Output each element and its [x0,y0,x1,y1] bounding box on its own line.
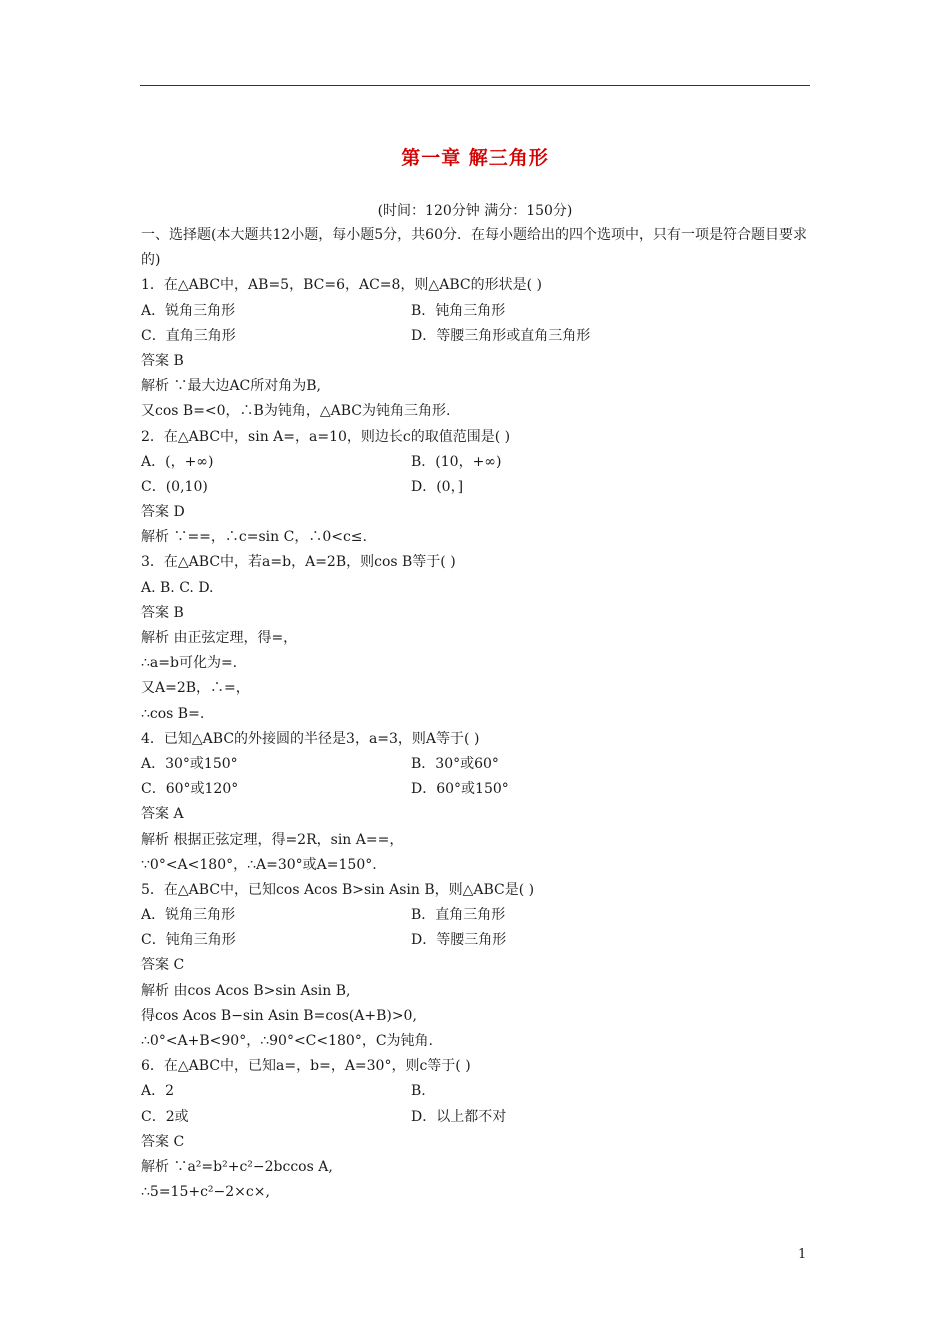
explanation: 解析 ∵a²=b²+c²−2bccos A, [141,1158,333,1175]
explanation: 解析 ∵==，∴c=sin C，∴0<c≤. [141,529,367,546]
explanation: ∴a=b可化为=. [141,655,238,672]
option-d: D．(0，] [411,478,464,495]
answer: 答案 B [141,352,184,369]
option-b: B. [411,1083,426,1100]
options-row [141,928,813,953]
page-title: 第一章 解三角形 [401,147,549,169]
explanation: 解析 由cos Acos B>sin Asin B, [141,982,351,999]
question-6: 6．在△ABC中，已知a=，b=，A=30°，则c等于( ) [141,1058,471,1075]
section-heading: 一、选择题(本大题共12小题，每小题5分，共60分．在每小题给出的四个选项中，只有一项是符合题目要求的) [141,227,807,269]
option-b: B．直角三角形 [411,907,506,924]
explanation: 又cos B=<0，∴B为钝角，△ABC为钝角三角形. [141,403,451,420]
option-c: C．2或 [141,1108,189,1125]
option-d: D．等腰三角形 [411,932,507,949]
header-rule [140,85,810,86]
answer: 答案 A [141,806,184,823]
question-3: 3．在△ABC中，若a=b，A=2B，则cos B等于( ) [141,554,456,571]
explanation: ∴5=15+c²−2×c×, [141,1184,270,1201]
option-b: B．30°或60° [411,755,499,772]
explanation: ∴0°<A+B<90°，∴90°<C<180°，C为钝角. [141,1033,433,1050]
option-c: C．60°或120° [141,781,239,798]
options-row [141,475,813,500]
options-row [141,1105,813,1130]
explanation: 又A=2B，∴=， [141,680,250,697]
answer: 答案 C [141,1133,185,1150]
option-c: C．钝角三角形 [141,932,236,949]
option-d: D．以上都不对 [411,1108,507,1125]
explanation: 得cos Acos B−sin Asin B=cos(A+B)>0, [141,1007,417,1024]
options-row [141,324,813,349]
option-c: C．(0,10) [141,478,208,495]
option-a: A．2 [141,1083,175,1100]
question-5: 5．在△ABC中，已知cos Acos B>sin Asin B，则△ABC是( ) [141,881,535,898]
question-1: 1．在△ABC中，AB=5，BC=6，AC=8，则△ABC的形状是( ) [141,277,542,294]
page-number: 1 [798,1247,807,1262]
options-row [141,1079,813,1104]
option-b: B．(10，+∞) [411,453,502,470]
options-row [141,299,813,324]
answer: 答案 C [141,957,185,974]
explanation: 解析 ∵最大边AC所对角为B, [141,378,322,395]
answer: 答案 D [141,504,185,521]
explanation: ∵0°<A<180°，∴A=30°或A=150°. [141,856,377,873]
options-row [141,450,813,475]
question-4: 4．已知△ABC的外接圆的半径是3，a=3，则A等于( ) [141,730,480,747]
option-d: D．60°或150° [411,781,509,798]
option-a: A．(，+∞) [141,453,214,470]
option-a: A．锐角三角形 [141,907,236,924]
option-a: A．锐角三角形 [141,302,236,319]
document-body [141,223,813,1205]
answer: 答案 B [141,604,184,621]
options-row [141,777,813,802]
options-row: A. B. C. D. [141,579,214,596]
explanation: 解析 由正弦定理，得=， [141,630,298,647]
option-b: B．钝角三角形 [411,302,506,319]
exam-info: (时间：120分钟 满分：150分) [377,203,573,219]
options-row [141,903,813,928]
option-d: D．等腰三角形或直角三角形 [411,327,591,344]
option-c: C．直角三角形 [141,327,236,344]
explanation: 解析 根据正弦定理，得=2R，sin A==， [141,831,404,848]
option-a: A．30°或150° [141,755,238,772]
question-2: 2．在△ABC中，sin A=，a=10，则边长c的取值范围是( ) [141,428,511,445]
explanation: ∴cos B=. [141,705,205,722]
options-row [141,752,813,777]
